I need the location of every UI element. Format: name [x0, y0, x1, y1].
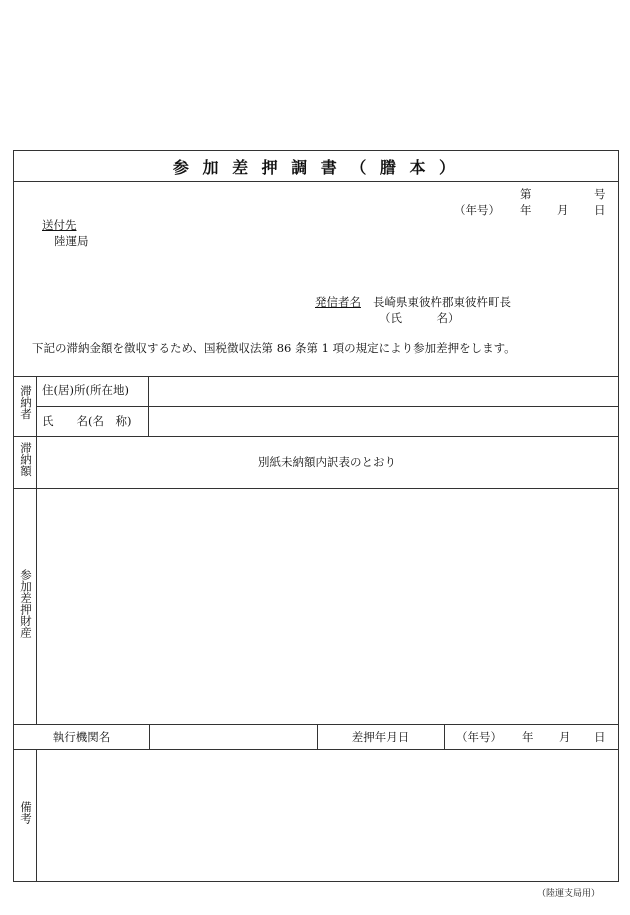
- footer-note: （陸運支局用）: [536, 889, 600, 899]
- agency-label: 執行機関名: [52, 729, 111, 744]
- seizure-month: 月: [559, 730, 571, 744]
- sender-label: 発信者名: [315, 295, 361, 309]
- seizure-day: 日: [594, 730, 606, 744]
- name-label: 氏 名(名 称): [42, 414, 132, 428]
- issue-month: 月: [557, 203, 569, 217]
- seizure-date-label: 差押年月日: [351, 729, 410, 744]
- issue-era-label: （年号）: [454, 203, 500, 217]
- number-go: 号: [594, 187, 606, 201]
- issue-day: 日: [594, 203, 606, 217]
- divider: [14, 488, 618, 489]
- divider: [14, 749, 618, 750]
- divider: [149, 724, 150, 749]
- address-label: 住(居)所(所在地): [42, 383, 129, 397]
- divider: [14, 181, 618, 182]
- sender-shimei: （氏 名）: [379, 311, 460, 325]
- recipient-label: 送付先: [42, 218, 77, 232]
- divider: [36, 406, 618, 407]
- recipient-name: 陸運局: [54, 234, 89, 248]
- remarks-section-label: 備考: [19, 801, 33, 824]
- divider: [36, 376, 37, 724]
- statement-text: 下記の滞納金額を徴収するため、国税徴収法第 86 条第 1 項の規定により参加差押をします。: [32, 341, 516, 355]
- arrears-section-label: 滞納額: [19, 442, 33, 477]
- seizure-era-label: （年号）: [456, 730, 502, 744]
- taxpayer-section-label: 滞納者: [19, 385, 33, 420]
- form-title: 参 加 差 押 調 書 （ 謄 本 ）: [172, 157, 460, 177]
- property-section-label: 参加差押財産: [19, 569, 33, 638]
- divider: [14, 376, 618, 377]
- divider: [444, 724, 445, 749]
- issue-year: 年: [520, 203, 532, 217]
- seizure-year: 年: [522, 730, 534, 744]
- seizure-record-form: [13, 150, 619, 882]
- sender-name: 長崎県東彼杵郡東彼杵町長: [373, 295, 511, 309]
- divider: [36, 749, 37, 881]
- number-dai: 第: [520, 187, 532, 201]
- arrears-value: 別紙未納額内訳表のとおり: [258, 455, 396, 469]
